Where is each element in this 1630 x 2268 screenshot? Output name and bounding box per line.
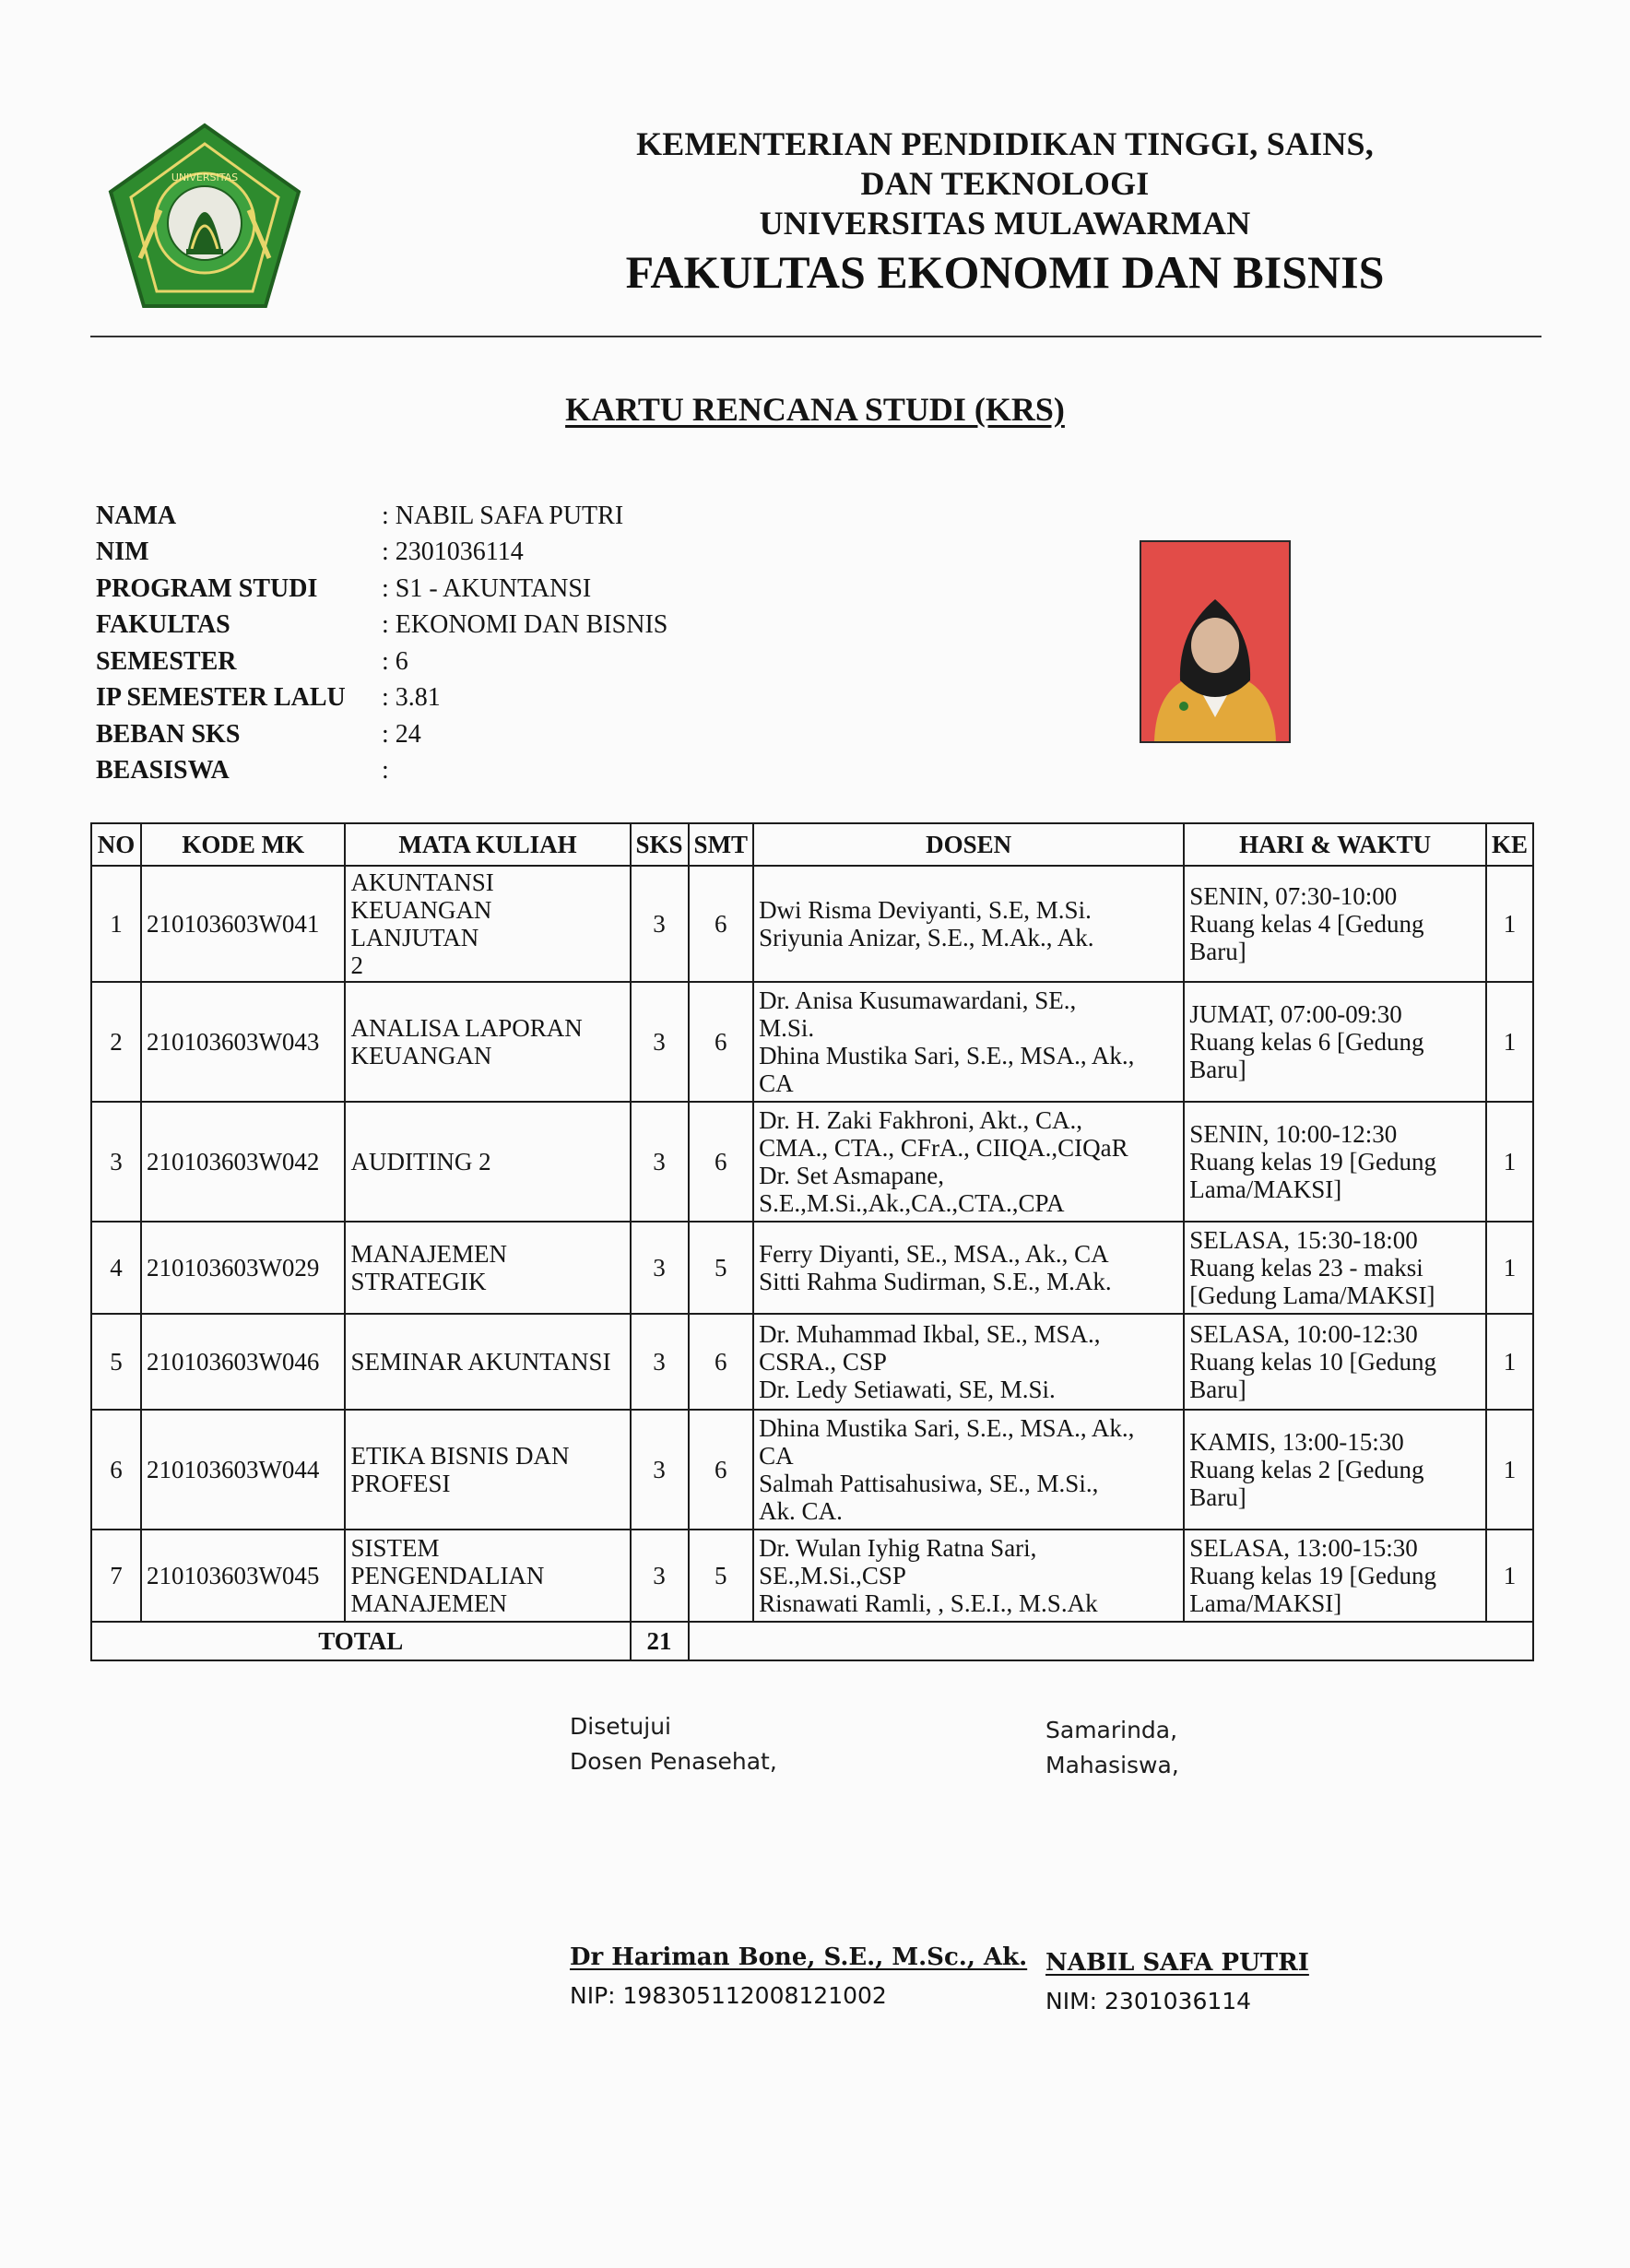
cell-ke: 1 [1486, 1314, 1533, 1410]
table-row [91, 1410, 1533, 1530]
cell-no: 2 [91, 982, 141, 1102]
cell-kode: 210103603W046 [141, 1314, 346, 1410]
cell-mata-kuliah: ANALISA LAPORAN KEUANGAN [345, 982, 630, 1102]
cell-ke: 1 [1486, 1410, 1533, 1530]
col-header-smt: SMT [689, 823, 754, 866]
student-nim-signature: NIM: 2301036114 [1045, 1988, 1252, 2014]
cell-no: 7 [91, 1530, 141, 1622]
student-photo [1140, 540, 1291, 743]
info-label: BEBAN SKS [96, 719, 241, 749]
cell-kode: 210103603W044 [141, 1410, 346, 1530]
advisor-name: Dr Hariman Bone, S.E., M.Sc., Ak. [570, 1943, 1028, 1971]
cell-kode: 210103603W029 [141, 1222, 346, 1314]
cell-hari-waktu: SENIN, 10:00-12:30 Ruang kelas 19 [Gedung Lama/MAKSI] [1184, 1102, 1486, 1222]
approval-label: Disetujui [570, 1713, 671, 1740]
cell-dosen: Dr. Wulan Iyhig Ratna Sari, SE.,M.Si.,CSP Risnawati Ramli, , S.E.I., M.S.Ak [753, 1530, 1184, 1622]
cell-kode: 210103603W041 [141, 866, 346, 982]
info-row-ip-semester [96, 680, 667, 717]
cell-ke: 1 [1486, 982, 1533, 1102]
cell-sks: 3 [631, 866, 689, 982]
advisor-approval [570, 1709, 777, 1779]
cell-mata-kuliah: MANAJEMEN STRATEGIK [345, 1222, 630, 1314]
cell-no: 6 [91, 1410, 141, 1530]
info-label: SEMESTER [96, 646, 237, 676]
cell-dosen: Dr. Anisa Kusumawardani, SE., M.Si. Dhina Mustika Sari, S.E., MSA., Ak., CA [753, 982, 1184, 1102]
col-header-no: NO [91, 823, 141, 866]
total-row [91, 1622, 1533, 1660]
total-label: TOTAL [91, 1622, 631, 1660]
cell-no: 1 [91, 866, 141, 982]
info-value: : 24 [382, 719, 421, 749]
info-label: NIM [96, 537, 149, 567]
advisor-nip: NIP: 198305112008121002 [570, 1982, 887, 2009]
cell-ke: 1 [1486, 1102, 1533, 1222]
info-row-beban-sks [96, 716, 667, 753]
cell-dosen: Dhina Mustika Sari, S.E., MSA., Ak., CA Salmah Pattisahusiwa, SE., M.Si., Ak. CA. [753, 1410, 1184, 1530]
cell-no: 4 [91, 1222, 141, 1314]
cell-dosen: Ferry Diyanti, SE., MSA., Ak., CA Sitti Rahma Sudirman, S.E., M.Ak. [753, 1222, 1184, 1314]
table-row [91, 1222, 1533, 1314]
info-value: : 6 [382, 646, 408, 676]
cell-mata-kuliah: ETIKA BISNIS DAN PROFESI [345, 1410, 630, 1530]
cell-no: 5 [91, 1314, 141, 1410]
info-row-program-studi [96, 571, 667, 608]
info-value: : EKONOMI DAN BISNIS [382, 610, 668, 640]
cell-sks: 3 [631, 1530, 689, 1622]
col-header-sks: SKS [631, 823, 689, 866]
advisor-role: Dosen Penasehat, [570, 1748, 777, 1775]
info-value: : NABIL SAFA PUTRI [382, 501, 624, 530]
info-row-nama [96, 498, 667, 535]
cell-ke: 1 [1486, 1530, 1533, 1622]
info-label: FAKULTAS [96, 610, 230, 640]
cell-mata-kuliah: AUDITING 2 [345, 1102, 630, 1222]
info-row-semester [96, 644, 667, 680]
cell-mata-kuliah: SEMINAR AKUNTANSI [345, 1314, 630, 1410]
cell-smt: 6 [689, 982, 754, 1102]
student-role: Mahasiswa, [1045, 1752, 1179, 1778]
cell-sks: 3 [631, 1222, 689, 1314]
table-header-row [91, 823, 1533, 866]
info-label: NAMA [96, 501, 177, 530]
total-sks: 21 [631, 1622, 689, 1660]
cell-smt: 6 [689, 1102, 754, 1222]
ministry-line-2: DAN TEKNOLOGI [860, 165, 1150, 202]
total-empty [689, 1622, 1533, 1660]
cell-smt: 6 [689, 1314, 754, 1410]
cell-mata-kuliah: SISTEM PENGENDALIAN MANAJEMEN [345, 1530, 630, 1622]
cell-hari-waktu: KAMIS, 13:00-15:30 Ruang kelas 2 [Gedung Baru] [1184, 1410, 1486, 1530]
info-label: BEASISWA [96, 756, 230, 786]
table-row [91, 1530, 1533, 1622]
cell-hari-waktu: SELASA, 10:00-12:30 Ruang kelas 10 [Gedung Baru] [1184, 1314, 1486, 1410]
cell-kode: 210103603W045 [141, 1530, 346, 1622]
letterhead [479, 124, 1530, 301]
university-name: UNIVERSITAS MULAWARMAN [759, 205, 1251, 242]
cell-dosen: Dr. Muhammad Ikbal, SE., MSA., CSRA., CSP Dr. Ledy Setiawati, SE, M.Si. [753, 1314, 1184, 1410]
table-row [91, 1314, 1533, 1410]
cell-ke: 1 [1486, 866, 1533, 982]
cell-sks: 3 [631, 982, 689, 1102]
ministry-line-1: KEMENTERIAN PENDIDIKAN TINGGI, SAINS, [636, 125, 1374, 162]
faculty-name: FAKULTAS EKONOMI DAN BISNIS [625, 246, 1385, 298]
svg-text:UNIVERSITAS: UNIVERSITAS [171, 171, 239, 183]
col-header-dosen: DOSEN [753, 823, 1184, 866]
student-info [96, 498, 667, 789]
cell-dosen: Dwi Risma Deviyanti, S.E, M.Si. Sriyunia Anizar, S.E., M.Ak., Ak. [753, 866, 1184, 982]
info-value: : S1 - AKUNTANSI [382, 573, 592, 603]
info-value: : [382, 756, 389, 786]
university-logo [103, 120, 306, 313]
cell-smt: 6 [689, 1410, 754, 1530]
col-header-mata-kuliah: MATA KULIAH [345, 823, 630, 866]
info-row-fakultas [96, 608, 667, 644]
table-row [91, 1102, 1533, 1222]
cell-smt: 5 [689, 1530, 754, 1622]
col-header-ke: KE [1486, 823, 1533, 866]
info-label: IP SEMESTER LALU [96, 683, 346, 713]
student-name-signature: NABIL SAFA PUTRI [1045, 1949, 1309, 1977]
cell-hari-waktu: SELASA, 15:30-18:00 Ruang kelas 23 - maksi [Gedung Lama/MAKSI] [1184, 1222, 1486, 1314]
cell-ke: 1 [1486, 1222, 1533, 1314]
cell-dosen: Dr. H. Zaki Fakhroni, Akt., CA., CMA., CTA., CFrA., CIIQA.,CIQaR Dr. Set Asmapane, S.E.,M.Si.,Ak.,CA.,CTA.,CPA [753, 1102, 1184, 1222]
cell-kode: 210103603W043 [141, 982, 346, 1102]
table-row [91, 866, 1533, 982]
col-header-kode: KODE MK [141, 823, 346, 866]
info-row-beasiswa [96, 753, 667, 790]
cell-hari-waktu: SENIN, 07:30-10:00 Ruang kelas 4 [Gedung Baru] [1184, 866, 1486, 982]
col-header-hari-waktu: HARI & WAKTU [1184, 823, 1486, 866]
course-table [90, 822, 1534, 1661]
info-label: PROGRAM STUDI [96, 573, 318, 603]
cell-sks: 3 [631, 1102, 689, 1222]
cell-no: 3 [91, 1102, 141, 1222]
cell-smt: 6 [689, 866, 754, 982]
cell-mata-kuliah: AKUNTANSI KEUANGAN LANJUTAN 2 [345, 866, 630, 982]
cell-smt: 5 [689, 1222, 754, 1314]
info-value: : 3.81 [382, 683, 441, 713]
cell-hari-waktu: SELASA, 13:00-15:30 Ruang kelas 19 [Gedung Lama/MAKSI] [1184, 1530, 1486, 1622]
info-value: : 2301036114 [382, 537, 524, 567]
cell-sks: 3 [631, 1314, 689, 1410]
info-row-nim [96, 535, 667, 572]
cell-kode: 210103603W042 [141, 1102, 346, 1222]
student-signature-block [1045, 1713, 1179, 1783]
place-label: Samarinda, [1045, 1717, 1178, 1743]
document-title: KARTU RENCANA STUDI (KRS) [565, 391, 1065, 428]
table-row [91, 982, 1533, 1102]
header-divider [90, 336, 1541, 337]
cell-hari-waktu: JUMAT, 07:00-09:30 Ruang kelas 6 [Gedung Baru] [1184, 982, 1486, 1102]
cell-sks: 3 [631, 1410, 689, 1530]
